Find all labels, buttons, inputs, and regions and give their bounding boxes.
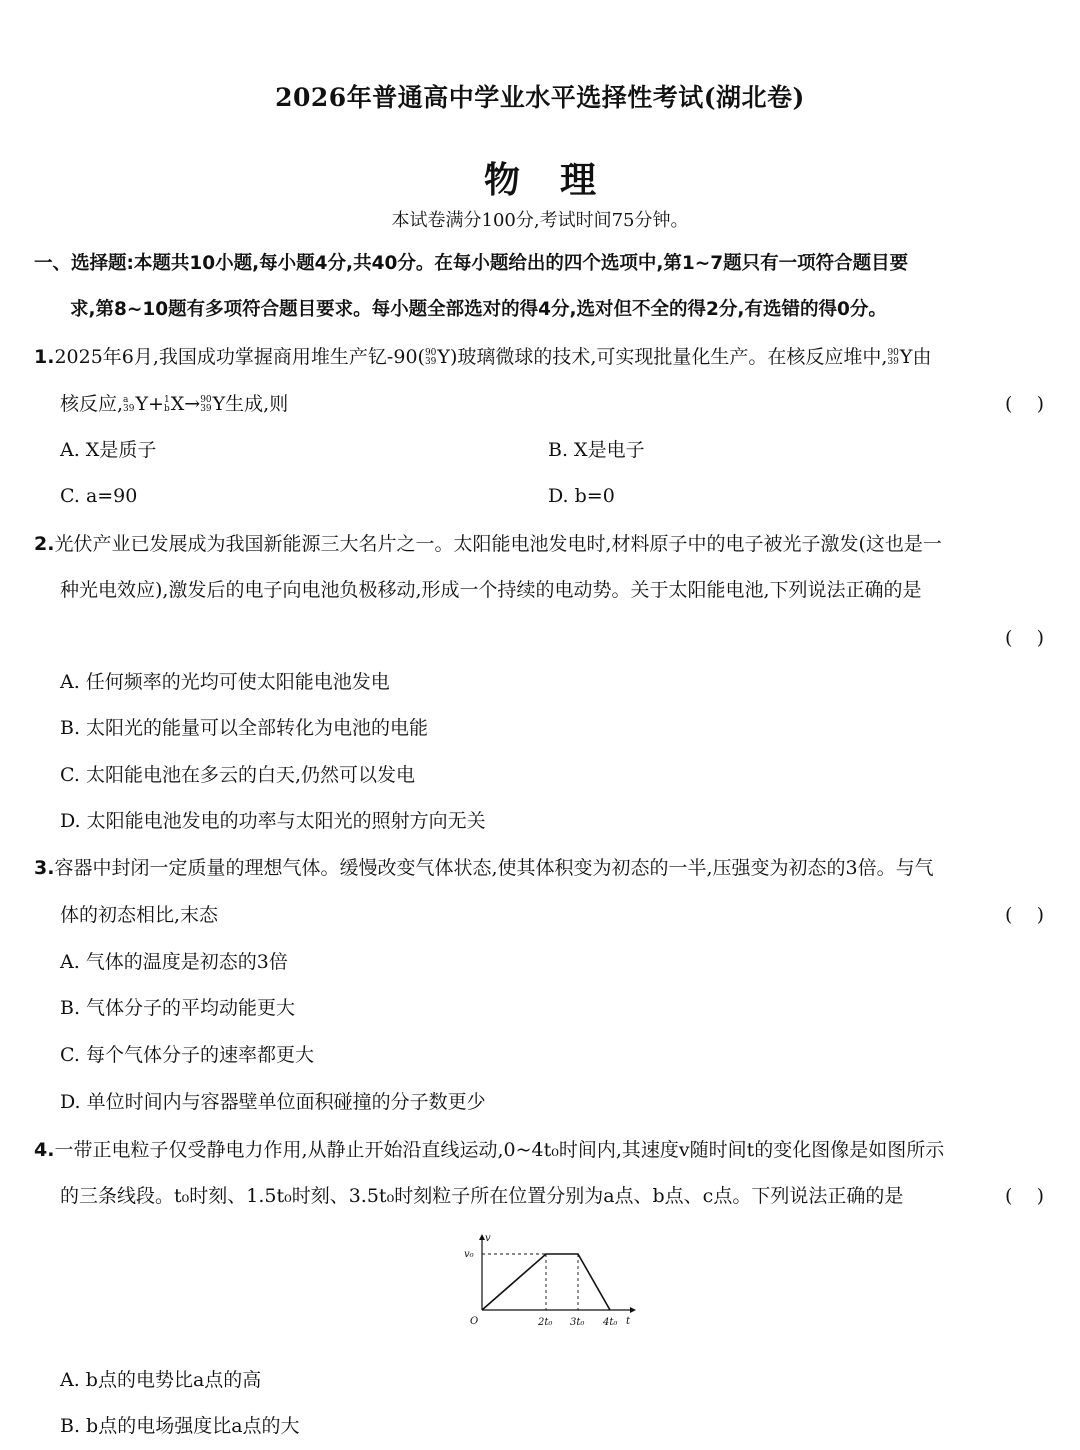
question-2-answer-bracket: ( ): [1005, 627, 1044, 649]
t-axis-label: t: [626, 1316, 631, 1327]
x-tick-2t0: 2t₀: [538, 1317, 553, 1328]
section-heading-line-1: 一、选择题:本题共10小题,每小题4分,共40分。在每小题给出的四个选项中,第1~7题只有一项符合题目要: [34, 253, 909, 274]
question-3-option-b: B. 气体分子的平均动能更大: [60, 997, 296, 1019]
exam-title: 2026年普通高中学业水平选择性考试(湖北卷): [275, 83, 805, 112]
question-2-option-b: B. 太阳光的能量可以全部转化为电池的电能: [60, 717, 429, 739]
nuclide-y90-symbol: 90 39: [424, 348, 437, 367]
velocity-time-graph-svg: [460, 1232, 640, 1332]
v-axis-label: v: [485, 1233, 491, 1244]
question-3-number: 3.: [34, 857, 55, 879]
question-1-line-1: 1.2025年6月,我国成功掌握商用堆生产钇-90( 90 39 Y)玻璃微球的技术,可实现批量化生产。在核反应堆中, 90 39 Y由: [34, 343, 931, 371]
question-3-answer-bracket: ( ): [1005, 904, 1044, 926]
v0-tick-label: v₀: [464, 1249, 474, 1260]
nuclide-x-symbol: 1 b: [163, 395, 170, 414]
section-heading-line-2: 求,第8~10题有多项符合题目要求。每小题全部选对的得4分,选对但不全的得2分,有选错的得0分。: [70, 299, 887, 320]
question-4-line-2: 的三条线段。t₀时刻、1.5t₀时刻、3.5t₀时刻粒子所在位置分别为a点、b点、c点。下列说法正确的是: [60, 1185, 904, 1207]
nuclide-y90-product-symbol: 90 39: [200, 395, 212, 414]
nuclide-y90-symbol-2: 90 39: [887, 348, 899, 367]
question-3-option-c: C. 每个气体分子的速率都更大: [60, 1044, 314, 1066]
nuclide-ya-symbol: a 39: [123, 395, 135, 414]
question-4-option-a: A. b点的电势比a点的高: [60, 1369, 262, 1391]
question-2-option-c: C. 太阳能电池在多云的白天,仍然可以发电: [60, 764, 415, 786]
question-4-number: 4.: [34, 1139, 55, 1161]
velocity-time-graph: [460, 1232, 640, 1332]
subject-title: 物理: [483, 159, 636, 201]
question-1-option-b: B. X是电子: [548, 439, 645, 461]
x-tick-4t0: 4t₀: [603, 1317, 618, 1328]
question-1-number: 1.: [34, 346, 55, 368]
question-2-option-a: A. 任何频率的光均可使太阳能电池发电: [60, 671, 390, 693]
question-3-option-a: A. 气体的温度是初态的3倍: [60, 951, 288, 973]
question-4-answer-bracket: ( ): [1005, 1185, 1044, 1207]
question-4-option-b: B. b点的电场强度比a点的大: [60, 1415, 300, 1437]
question-3-option-d: D. 单位时间内与容器壁单位面积碰撞的分子数更少: [60, 1091, 486, 1113]
question-1-option-d: D. b=0: [548, 485, 615, 507]
question-1-option-c: C. a=90: [60, 485, 138, 507]
exam-note: 本试卷满分100分,考试时间75分钟。: [391, 210, 689, 231]
question-2-line-1: 2.光伏产业已发展成为我国新能源三大名片之一。太阳能电池发电时,材料原子中的电子被光子激发(这也是一: [34, 533, 942, 555]
t-axis-arrow: [630, 1307, 636, 1313]
question-2-line-2: 种光电效应),激发后的电子向电池负极移动,形成一个持续的电动势。关于太阳能电池,下列说法正确的是: [60, 579, 922, 601]
question-1-line-2: 核反应, a 39 Y+ 1 b X→ 90 39 Y生成,则: [60, 390, 288, 418]
question-1-answer-bracket: ( ): [1005, 393, 1044, 415]
question-3-line-1: 3.容器中封闭一定质量的理想气体。缓慢改变气体状态,使其体积变为初态的一半,压强变为初态的3倍。与气: [34, 857, 934, 879]
question-2-option-d: D. 太阳能电池发电的功率与太阳光的照射方向无关: [60, 810, 486, 832]
question-3-line-2: 体的初态相比,末态: [60, 904, 219, 926]
origin-label: O: [470, 1316, 479, 1327]
question-4-line-1: 4.一带正电粒子仅受静电力作用,从静止开始沿直线运动,0~4t₀时间内,其速度v随时间t的变化图像是如图所示: [34, 1139, 945, 1161]
question-1-option-a: A. X是质子: [60, 439, 157, 461]
x-tick-3t0: 3t₀: [570, 1317, 585, 1328]
question-2-number: 2.: [34, 533, 55, 555]
